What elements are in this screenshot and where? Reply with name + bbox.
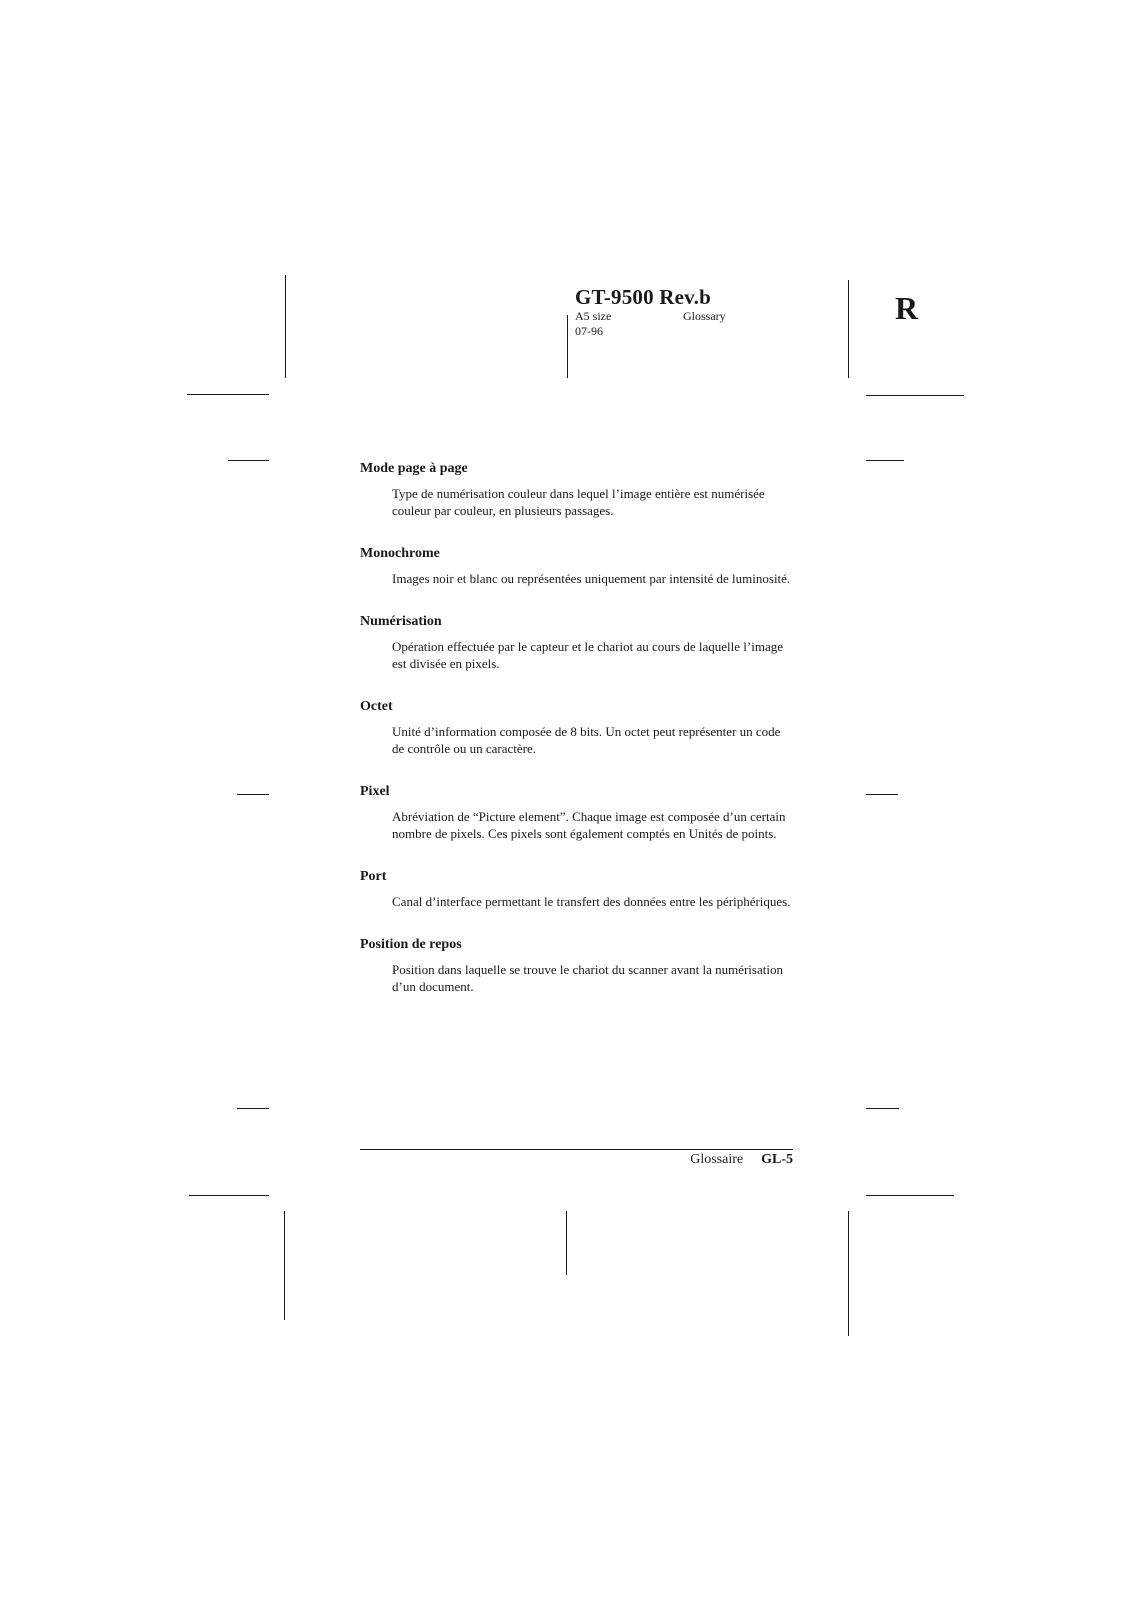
crop-mark-bottom-left-vertical — [284, 1211, 285, 1320]
registration-mark-left-1 — [228, 460, 269, 461]
crop-mark-bottom-right-vertical — [848, 1211, 849, 1336]
crop-mark-bottom-center-vertical — [566, 1211, 567, 1275]
registration-mark-left-3 — [237, 1108, 269, 1109]
glossary-term: Mode page à page — [360, 461, 468, 476]
glossary-term: Numérisation — [360, 614, 442, 629]
glossary-definition: Abréviation de “Picture element”. Chaque image est composée d’un certain nombre de pixels. Ces pixels sont également comptés en Unités de points. — [392, 809, 786, 841]
footer-rule — [360, 1149, 793, 1150]
glossary-definition: Opération effectuée par le capteur et le chariot au cours de laquelle l’image est divisée en pixels. — [392, 639, 784, 671]
glossary-term: Pixel — [360, 784, 390, 799]
crop-mark-top-left-horizontal — [187, 394, 269, 395]
registration-mark-right-2 — [866, 794, 898, 795]
crop-mark-top-center-vertical — [567, 315, 568, 378]
size-label: A5 size — [575, 309, 612, 323]
glossary-term: Port — [360, 869, 387, 884]
glossary-definition: Canal d’interface permettant le transfert des données entre les périphériques. — [392, 894, 791, 909]
header-date-row — [575, 324, 835, 339]
glossary-term: Octet — [360, 699, 393, 714]
date-label: 07-96 — [575, 324, 603, 338]
glossary-term: Monochrome — [360, 546, 440, 561]
crop-mark-bottom-right-horizontal — [866, 1195, 954, 1196]
page-footer — [640, 1151, 793, 1169]
glossary-entry — [360, 545, 790, 587]
crop-mark-bottom-left-horizontal — [189, 1195, 269, 1196]
document-title: GT-9500 Rev.b — [575, 285, 712, 309]
crop-mark-top-right-vertical — [848, 280, 849, 378]
glossary-term: Position de repos — [360, 937, 462, 952]
crop-mark-top-right-horizontal — [866, 395, 964, 396]
glossary-entry — [360, 783, 790, 842]
registration-mark-right-1 — [866, 460, 904, 461]
glossary-definition: Position dans laquelle se trouve le chariot du scanner avant la numérisation d’un document. — [392, 962, 783, 994]
glossary-content — [360, 460, 790, 1021]
section-label: Glossary — [683, 309, 726, 323]
glossary-entry — [360, 698, 790, 757]
registration-mark-left-2 — [237, 794, 269, 795]
glossary-entry — [360, 460, 790, 519]
glossary-entry — [360, 936, 790, 995]
registration-mark-right-3 — [866, 1108, 899, 1109]
crop-mark-top-left-vertical — [285, 275, 286, 378]
glossary-definition: Unité d’information composée de 8 bits. Un octet peut représenter un code de contrôle ou un caractère. — [392, 724, 781, 756]
glossary-entry — [360, 868, 790, 910]
footer-section-label: Glossaire — [690, 1152, 744, 1167]
document-header — [575, 285, 835, 339]
glossary-definition: Type de numérisation couleur dans lequel l’image entière est numérisée couleur par couleur, en plusieurs passages. — [392, 486, 765, 518]
language-tab-letter: R — [895, 290, 919, 326]
glossary-definition: Images noir et blanc ou représentées uniquement par intensité de luminosité. — [392, 571, 791, 586]
page-number: GL-5 — [761, 1152, 793, 1167]
header-meta-row — [575, 309, 835, 324]
glossary-entry — [360, 613, 790, 672]
